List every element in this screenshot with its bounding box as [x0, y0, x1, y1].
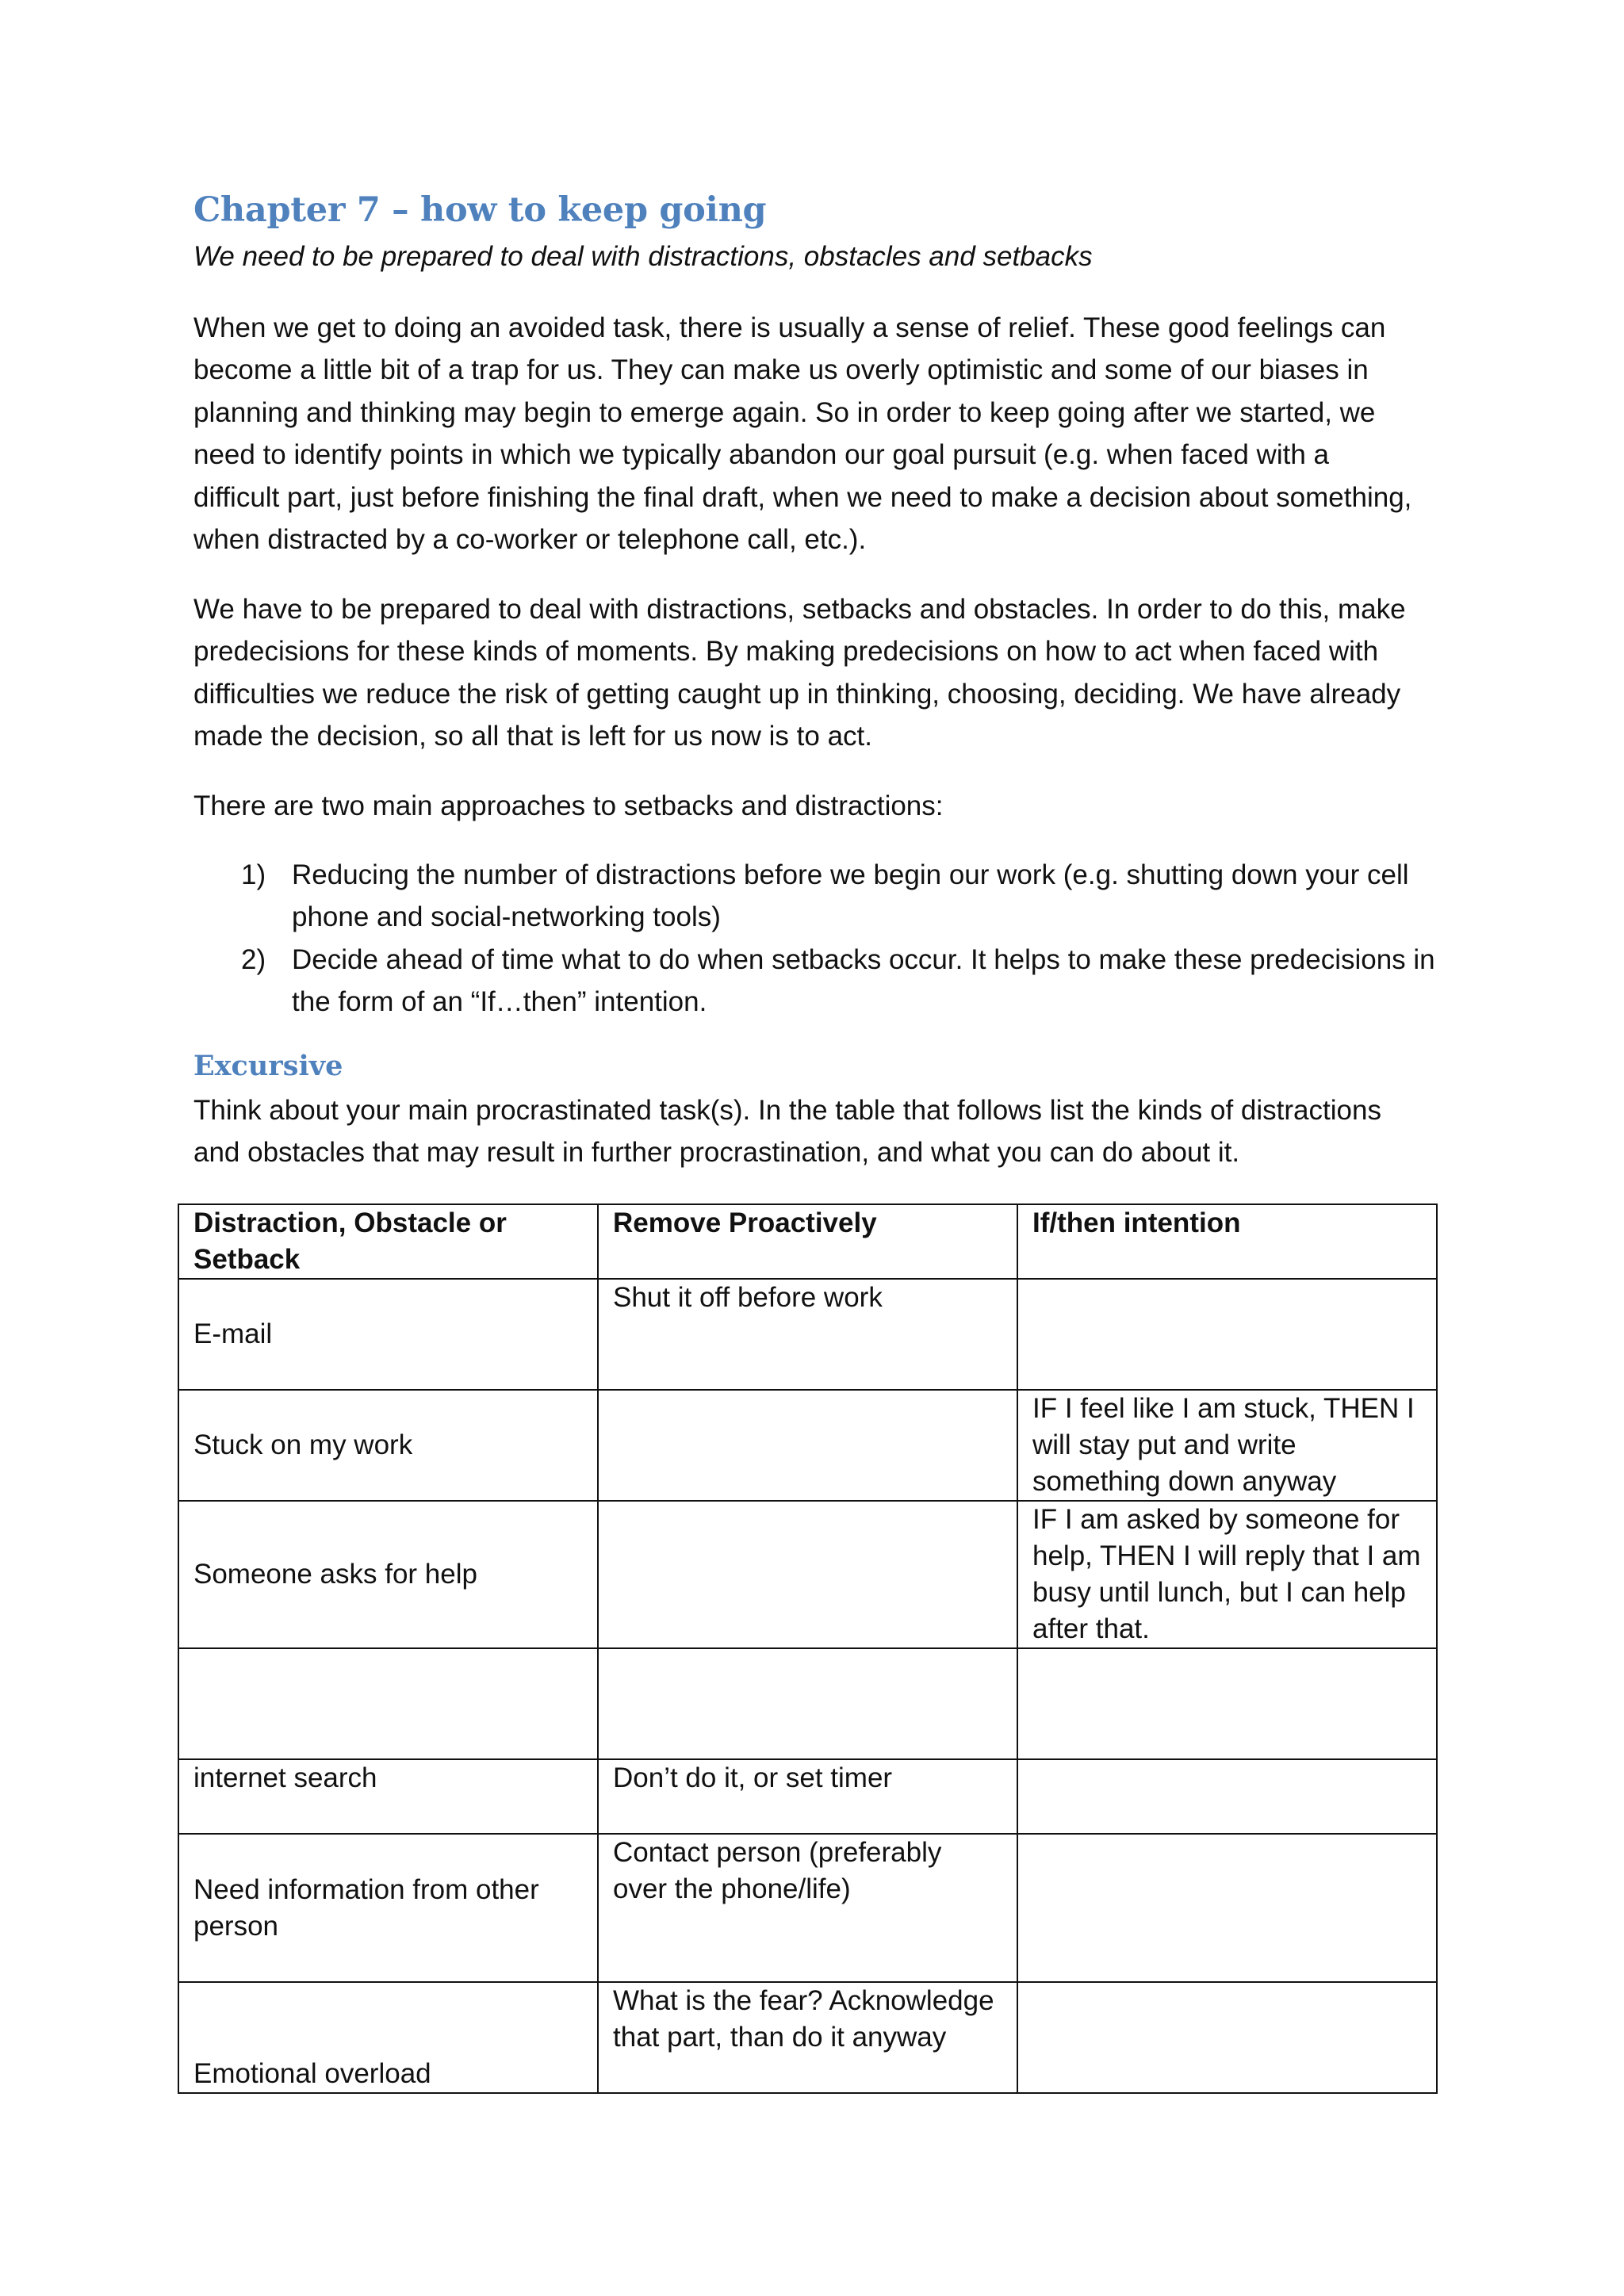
excursive-heading: Excursive: [193, 1050, 343, 1082]
remove-cell: [598, 1648, 1017, 1759]
paragraph-line: When we get to doing an avoided task, there is usually a sense of relief. These good feelings can: [193, 312, 1386, 343]
remove-cell: [598, 1501, 1017, 1648]
paragraph-line: become a little bit of a trap for us. They can make us overly optimistic and some of our biases in: [193, 354, 1369, 386]
list-line: the form of an “If…then” intention.: [292, 986, 707, 1018]
paragraph-approaches-intro: [193, 785, 1446, 827]
distractions-table: [178, 1203, 1438, 2094]
column-header-remove: Remove Proactively: [598, 1204, 1017, 1279]
distraction-cell: Need information from other person: [178, 1834, 598, 1982]
table-row: [178, 1390, 1437, 1501]
remove-cell: What is the fear? Acknowledge that part, than do it anyway: [598, 1982, 1017, 2093]
chapter-title: Chapter 7 – how to keep going: [193, 190, 767, 230]
chapter-subtitle: We need to be prepared to deal with distractions, obstacles and setbacks: [193, 241, 1093, 272]
list-text: [292, 854, 1409, 939]
distraction-cell: [178, 1648, 598, 1759]
paragraph-line: There are two main approaches to setbacks and distractions:: [193, 790, 944, 821]
remove-cell: Don’t do it, or set timer: [598, 1759, 1017, 1834]
paragraph-line: difficulties we reduce the risk of getting caught up in thinking, choosing, deciding. We have already: [193, 678, 1401, 710]
column-header-ifthen: If/then intention: [1017, 1204, 1437, 1279]
ifthen-cell: [1017, 1279, 1437, 1390]
paragraph-relief: [193, 307, 1446, 561]
paragraph-line: when distracted by a co-worker or telephone call, etc.).: [193, 524, 867, 556]
table-row: [178, 1982, 1437, 2093]
list-number: 1): [241, 859, 266, 890]
distraction-cell: Emotional overload: [178, 1982, 598, 2093]
paragraph-line: Think about your main procrastinated task(s). In the table that follows list the kinds of distractions: [193, 1095, 1381, 1126]
remove-cell: Shut it off before work: [598, 1279, 1017, 1390]
ifthen-cell: [1017, 1759, 1437, 1834]
table-row: [178, 1279, 1437, 1390]
ifthen-cell: [1017, 1834, 1437, 1982]
paragraph-line: and obstacles that may result in further procrastination, and what you can do about it.: [193, 1137, 1240, 1169]
distraction-cell: E-mail: [178, 1279, 598, 1390]
list-line: Reducing the number of distractions before we begin our work (e.g. shutting down your cell: [292, 859, 1409, 890]
remove-cell: Contact person (preferably over the phone/life): [598, 1834, 1017, 1982]
table-row: [178, 1834, 1437, 1982]
paragraph-line: predecisions for these kinds of moments. By making predecisions on how to act when faced with: [193, 636, 1379, 668]
paragraph-line: difficult part, just before finishing the final draft, when we need to make a decision about something,: [193, 481, 1412, 513]
table-row: [178, 1501, 1437, 1648]
remove-cell: [598, 1390, 1017, 1501]
ifthen-cell: IF I feel like I am stuck, THEN I will stay put and write something down anyway: [1017, 1390, 1437, 1501]
ifthen-cell: [1017, 1982, 1437, 2093]
ifthen-cell: [1017, 1648, 1437, 1759]
column-header-distraction: Distraction, Obstacle or Setback: [178, 1204, 598, 1279]
excursive-intro: [193, 1089, 1446, 1174]
paragraph-line: made the decision, so all that is left for us now is to act.: [193, 721, 872, 752]
distraction-cell: internet search: [178, 1759, 598, 1834]
list-line: Decide ahead of time what to do when setbacks occur. It helps to make these predecisions in: [292, 944, 1435, 975]
table-row: [178, 1759, 1437, 1834]
paragraph-predecisions: [193, 588, 1446, 758]
table-header-row: [178, 1204, 1437, 1279]
paragraph-line: need to identify points in which we typically abandon our goal pursuit (e.g. when faced with a: [193, 439, 1329, 471]
ifthen-cell: IF I am asked by someone for help, THEN I will reply that I am busy until lunch, but I can help after that.: [1017, 1501, 1437, 1648]
list-text: [292, 939, 1435, 1024]
paragraph-line: We have to be prepared to deal with distractions, setbacks and obstacles. In order to do this, make: [193, 594, 1406, 625]
paragraph-line: planning and thinking may begin to emerge again. So in order to keep going after we started, we: [193, 396, 1376, 428]
list-line: phone and social-networking tools): [292, 901, 721, 933]
table-row: [178, 1648, 1437, 1759]
distraction-cell: Stuck on my work: [178, 1390, 598, 1501]
distraction-cell: Someone asks for help: [178, 1501, 598, 1648]
list-number: 2): [241, 944, 266, 975]
